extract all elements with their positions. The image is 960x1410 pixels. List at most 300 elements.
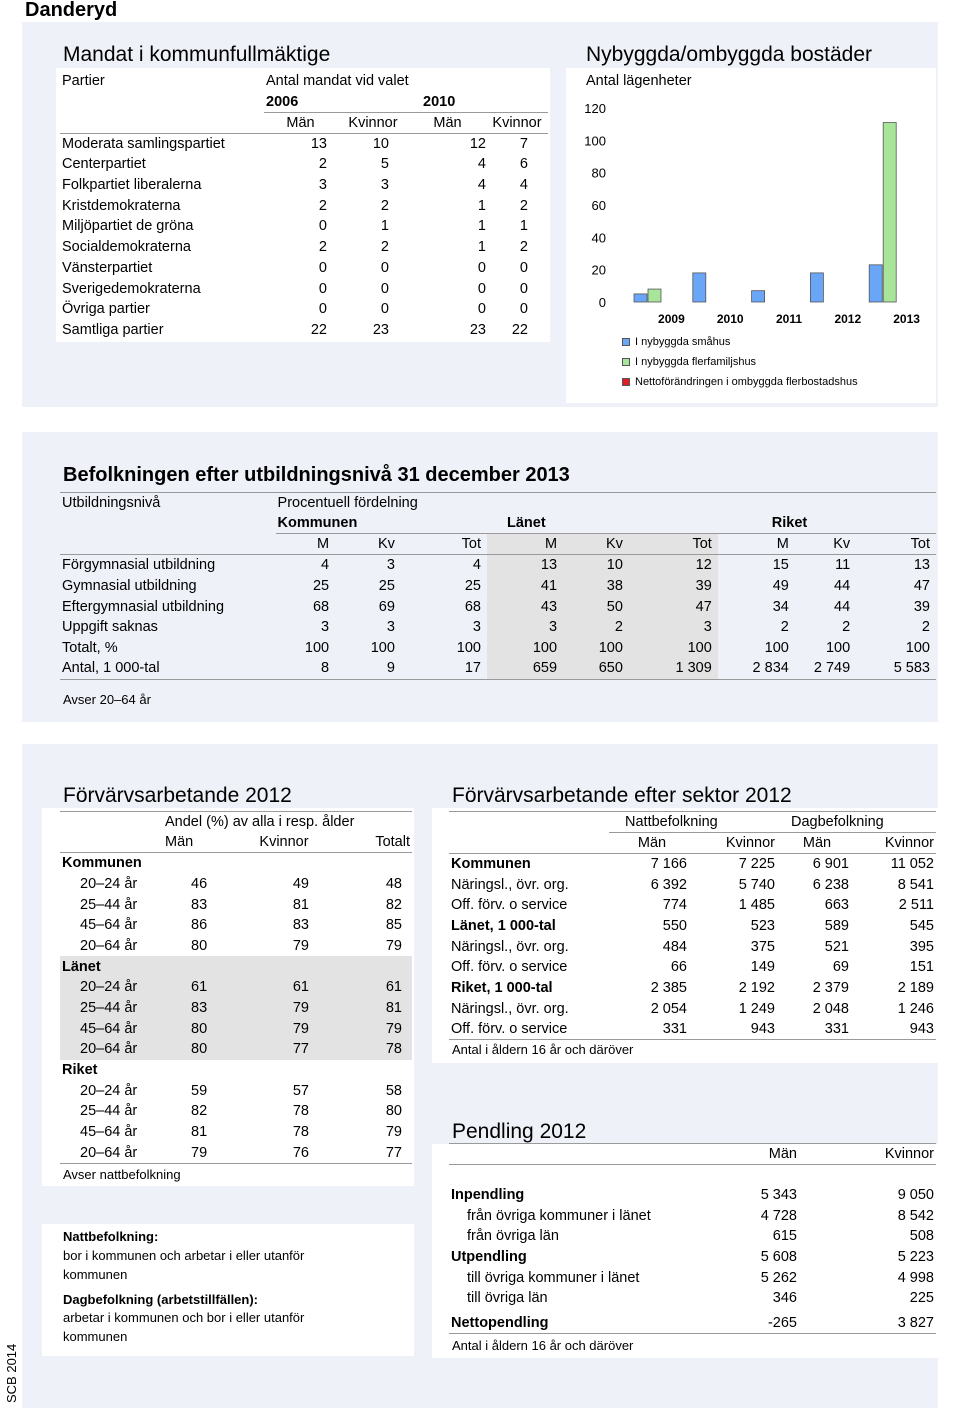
employ-value: 58 (385, 1082, 402, 1099)
seat-value: 0 (477, 301, 486, 318)
sector-value: 521 (824, 938, 849, 955)
age-label: 25–44 år (80, 1103, 138, 1120)
sub-header: Män (709, 1144, 799, 1165)
commute-value: 5 223 (897, 1248, 934, 1265)
group-row (60, 956, 412, 977)
sector-value: 2 048 (812, 1000, 849, 1017)
level-name: Uppgift saknas (62, 619, 158, 636)
seat-value: 0 (318, 218, 327, 235)
seat-value: 1 (477, 239, 486, 256)
party-name: Sverigedemokraterna (62, 280, 201, 297)
sector-value: 151 (909, 959, 934, 976)
table-row (60, 1101, 412, 1122)
sub-header: M (487, 534, 573, 555)
employ-value: 59 (191, 1082, 208, 1099)
night-text: kommunen (63, 1267, 128, 1282)
sector-name: Näringsl., övr. org. (451, 876, 569, 893)
seat-value: 22 (511, 321, 528, 338)
sub-header: Kvinnor (857, 833, 936, 854)
employ-value: 46 (191, 875, 208, 892)
table-row (449, 916, 936, 937)
seat-value: 0 (318, 301, 327, 318)
group-row (60, 1060, 412, 1081)
edu-value: 11 (835, 557, 851, 574)
edu-value: 2 834 (718, 658, 805, 679)
legend-item-small-houses: I nybyggda småhus (622, 336, 858, 348)
sector-name: Off. förv. o service (451, 959, 568, 976)
seat-value: 12 (469, 135, 486, 152)
sector-value: 550 (662, 917, 687, 934)
sector-name: Off. förv. o service (449, 1019, 609, 1040)
day-text: arbetar i kommunen och bor i eller utanför (63, 1310, 305, 1325)
edu-value: 100 (456, 639, 481, 656)
sector-value: 523 (750, 917, 775, 934)
employ-value: 80 (385, 1103, 402, 1120)
night-title: Nattbefolkning: (63, 1229, 159, 1244)
sector-value: 943 (857, 1019, 936, 1040)
sub-header: M (718, 534, 805, 555)
sector-value: 774 (662, 897, 687, 914)
seats-header: Antal mandat vid valet (266, 73, 409, 90)
edu-value: 2 (921, 619, 930, 636)
edu-value: 100 (573, 638, 639, 659)
level-name: Förgymnasial utbildning (62, 557, 216, 574)
table-row (449, 957, 936, 978)
commute-value: 3 827 (799, 1313, 936, 1334)
commute-value: 4 998 (897, 1269, 934, 1286)
table-row (60, 216, 548, 237)
seat-value: 4 (477, 156, 486, 173)
sub-header: Kv (573, 534, 639, 555)
seat-value: 23 (372, 321, 389, 338)
year-2010: 2010 (409, 92, 548, 113)
table-row (60, 658, 936, 679)
table-row (60, 299, 548, 320)
employ-table (60, 811, 412, 1164)
table-row (60, 195, 548, 216)
sub-header: Totalt (325, 832, 412, 853)
table-row (449, 1226, 936, 1247)
party-name: Socialdemokraterna (62, 239, 191, 256)
table-row (60, 555, 936, 576)
sub-header: Kvinnor (486, 112, 548, 133)
seat-value: 1 (477, 218, 486, 235)
sector-title: Förvärvsarbetande efter sektor 2012 (452, 784, 792, 807)
night-text: bor i kommunen och arbetar i eller utanför (63, 1248, 305, 1263)
edu-value: 39 (913, 598, 930, 615)
table-row (60, 596, 936, 617)
sector-value: 66 (670, 959, 687, 976)
commute-name: till övriga kommuner i länet (467, 1269, 640, 1286)
table-row (60, 617, 936, 638)
legend-item-net-change: Nettoförändringen i ombyggda flerbostadshus (622, 376, 858, 388)
y-tick-label: 0 (598, 295, 606, 310)
party-name: Samtliga partier (62, 321, 164, 338)
employ-value: 79 (385, 1124, 402, 1141)
sub-header: Män (609, 833, 695, 854)
edu-value: 8 (276, 658, 346, 679)
table-row (60, 894, 412, 915)
edu-value: 47 (639, 596, 718, 617)
edu-value: 25 (464, 577, 481, 594)
seat-value: 2 (318, 156, 327, 173)
seat-value: 0 (380, 301, 389, 318)
party-name: Folkpartiet liberalerna (62, 177, 202, 194)
table-row (449, 1313, 936, 1334)
table-row (60, 1080, 412, 1101)
sector-value: 149 (750, 959, 775, 976)
edu-table (60, 492, 936, 680)
level-name: Antal, 1 000-tal (60, 658, 276, 679)
commute-value: 508 (909, 1228, 934, 1245)
sector-value: 395 (909, 938, 934, 955)
age-label: 20–24 år (60, 977, 163, 998)
employ-value: 61 (243, 977, 325, 998)
employ-value: 83 (163, 998, 243, 1019)
sub-header: Män (777, 833, 857, 854)
table-row (60, 237, 548, 258)
bar (648, 289, 661, 302)
sub-header: Tot (411, 534, 487, 555)
edu-value: 47 (913, 577, 930, 594)
edu-value: 659 (487, 658, 573, 679)
seat-value: 0 (519, 280, 528, 297)
day-text: kommunen (63, 1329, 128, 1344)
seat-value: 7 (519, 135, 528, 152)
party-name: Övriga partier (62, 301, 150, 318)
group-name: Riket (62, 1062, 98, 1079)
edu-value: 17 (411, 658, 487, 679)
table-row (60, 175, 548, 196)
seat-value: 3 (318, 177, 327, 194)
footer-label: SCB 2014 (4, 1343, 19, 1403)
edu-value: 50 (573, 596, 639, 617)
sector-name: Näringsl., övr. org. (451, 1000, 569, 1017)
edu-value: 15 (772, 557, 789, 574)
seat-value: 1 (477, 197, 486, 214)
sector-value: 331 (777, 1019, 857, 1040)
sector-value: 545 (909, 917, 934, 934)
edu-value: 38 (573, 576, 639, 597)
year-2006: 2006 (264, 92, 409, 113)
group-riket: Riket (718, 513, 936, 534)
y-tick-label: 60 (591, 198, 606, 213)
sub-header: Män (163, 832, 243, 853)
edu-value: 100 (487, 638, 573, 659)
table-row (60, 258, 548, 279)
sector-value: 943 (695, 1019, 777, 1040)
y-tick-label: 80 (591, 165, 606, 181)
table-row (449, 1205, 936, 1226)
employ-value: 79 (243, 998, 325, 1019)
edu-value: 3 (472, 619, 481, 636)
edu-value: 44 (834, 598, 851, 615)
sector-name: Kommunen (451, 856, 531, 873)
sector-value: 6 238 (812, 876, 849, 893)
employ-value: 81 (325, 998, 412, 1019)
seat-value: 0 (380, 259, 389, 276)
edu-value: 13 (913, 557, 930, 574)
sub-header: Män (409, 112, 486, 133)
level-name: Totalt, % (62, 639, 118, 656)
table-row (449, 854, 936, 875)
bar (693, 273, 706, 302)
employ-title: Förvärvsarbetande 2012 (63, 784, 292, 807)
sector-value: 331 (609, 1019, 695, 1040)
group-kommunen: Kommunen (276, 513, 487, 534)
edu-value: 12 (639, 555, 718, 576)
employ-value: 61 (325, 977, 412, 998)
x-tick-label: 2011 (775, 312, 803, 326)
edu-value: 3 (386, 557, 395, 574)
edu-value: 41 (487, 576, 573, 597)
employ-value: 81 (191, 1124, 208, 1141)
group-row (60, 853, 412, 874)
party-header: Partier (62, 73, 105, 90)
seat-value: 2 (318, 197, 327, 214)
edu-value: 100 (370, 639, 395, 656)
sub-header: Kvinnor (695, 833, 777, 854)
employ-value: 80 (191, 937, 208, 954)
seat-value: 1 (380, 218, 389, 235)
chart-title: Nybyggda/ombyggda bostäder (586, 43, 873, 66)
table-row (60, 1018, 412, 1039)
commute-title: Pendling 2012 (452, 1120, 587, 1143)
employ-value: 80 (163, 1018, 243, 1039)
legend-swatch (622, 378, 630, 386)
table-row (60, 576, 936, 597)
day-title: Dagbefolkning (arbetstillfällen): (63, 1292, 259, 1307)
bar (752, 291, 765, 302)
commute-name: Nettopendling (449, 1313, 709, 1334)
table-row (60, 638, 936, 659)
table-row (449, 1019, 936, 1040)
seat-value: 22 (310, 321, 327, 338)
commute-value: 225 (909, 1290, 934, 1307)
table-row (60, 154, 548, 175)
seat-value: 0 (519, 301, 528, 318)
seat-value: 10 (372, 135, 389, 152)
seat-value: 2 (318, 239, 327, 256)
employ-value: 78 (325, 1039, 412, 1060)
party-name: Miljöpartiet de gröna (62, 218, 194, 235)
seat-value: 6 (519, 156, 528, 173)
dist-header: Procentuell fördelning (277, 495, 418, 512)
seat-value: 2 (380, 239, 389, 256)
level-name: Gymnasial utbildning (62, 577, 197, 594)
employ-value: 79 (385, 937, 402, 954)
table-row (60, 936, 412, 957)
commute-value: -265 (709, 1313, 799, 1334)
employ-value: 78 (292, 1103, 309, 1120)
employ-value: 76 (243, 1143, 325, 1164)
party-name: Moderata samlingspartiet (62, 135, 225, 152)
mandat-title: Mandat i kommunfullmäktige (63, 43, 331, 66)
employ-value: 83 (292, 917, 309, 934)
sector-value: 7 225 (738, 856, 775, 873)
table-row (60, 1143, 412, 1164)
table-row (449, 1185, 936, 1206)
employ-value: 79 (163, 1143, 243, 1164)
edu-value: 100 (825, 639, 851, 656)
sector-table (449, 811, 936, 1040)
party-name: Vänsterpartiet (62, 259, 153, 276)
edu-value: 100 (905, 639, 930, 656)
employ-value: 77 (325, 1143, 412, 1164)
sector-name: Off. förv. o service (451, 897, 568, 914)
sector-value: 11 052 (890, 856, 934, 873)
group-day: Dagbefolkning (777, 812, 936, 833)
employ-value: 57 (292, 1082, 309, 1099)
x-tick-label: 2013 (893, 312, 920, 326)
sub-header: Kv (345, 534, 411, 555)
bar (810, 273, 823, 302)
commute-value: 615 (772, 1228, 797, 1245)
seat-value: 2 (519, 197, 528, 214)
sector-value: 2 379 (812, 979, 849, 996)
sector-value: 2 189 (897, 979, 934, 996)
sector-value: 1 485 (738, 897, 775, 914)
employ-value: 85 (385, 917, 402, 934)
sector-name: Länet, 1 000-tal (451, 917, 556, 934)
sub-header: Män (264, 112, 337, 133)
sector-value: 8 541 (897, 876, 934, 893)
employ-value: 61 (163, 977, 243, 998)
seat-value: 0 (519, 259, 528, 276)
table-row (449, 874, 936, 895)
employ-value: 77 (243, 1039, 325, 1060)
sector-value: 6 901 (812, 856, 849, 873)
employ-value: 86 (191, 917, 208, 934)
legend-swatch (622, 338, 630, 346)
employ-value: 78 (292, 1124, 309, 1141)
edu-value: 3 (386, 619, 395, 636)
table-row (449, 1267, 936, 1288)
edu-value: 100 (304, 639, 330, 656)
sector-value: 2 192 (738, 979, 775, 996)
sector-note: Antal i åldern 16 år och däröver (452, 1042, 634, 1057)
sector-name: Riket, 1 000-tal (451, 979, 553, 996)
seat-value: 1 (519, 218, 528, 235)
party-name: Kristdemokraterna (62, 197, 181, 214)
table-row (449, 998, 936, 1019)
employ-value: 81 (292, 896, 309, 913)
table-row (60, 915, 412, 936)
table-row (449, 978, 936, 999)
edu-title: Befolkningen efter utbildningsnivå 31 december 2013 (63, 464, 570, 486)
y-tick-label: 120 (584, 101, 606, 116)
edu-value: 4 (321, 557, 330, 574)
share-header: Andel (%) av alla i resp. ålder (165, 814, 355, 831)
age-label: 20–64 år (60, 1039, 163, 1060)
age-label: 45–64 år (60, 1018, 163, 1039)
seat-value: 4 (519, 177, 528, 194)
seat-value: 2 (519, 239, 528, 256)
commute-name: Inpendling (451, 1186, 525, 1203)
group-name: Kommunen (62, 855, 142, 872)
age-label: 20–24 år (80, 875, 138, 892)
sub-header: Kvinnor (799, 1144, 936, 1165)
seat-value: 3 (380, 177, 389, 194)
sub-header: Kvinnor (337, 112, 409, 133)
commute-name: till övriga län (467, 1290, 548, 1307)
seat-value: 0 (318, 280, 327, 297)
mandat-table (60, 71, 548, 340)
commute-name: Utpendling (451, 1248, 527, 1265)
age-label: 20–24 år (80, 1082, 138, 1099)
seat-value: 5 (380, 156, 389, 173)
sector-value: 6 392 (650, 876, 687, 893)
commute-note: Antal i åldern 16 år och däröver (452, 1338, 634, 1353)
sector-value: 2 511 (898, 897, 934, 914)
seat-value: 4 (477, 177, 486, 194)
age-label: 25–44 år (60, 998, 163, 1019)
edu-value: 68 (312, 598, 330, 615)
commute-name: från övriga kommuner i länet (467, 1207, 651, 1224)
group-night: Nattbefolkning (609, 812, 777, 833)
table-row (449, 936, 936, 957)
seat-value: 0 (380, 280, 389, 297)
chart-ylabel: Antal lägenheter (586, 73, 692, 89)
seat-value: 2 (380, 197, 389, 214)
edu-value: 25 (378, 577, 395, 594)
table-row (60, 278, 548, 299)
edu-value: 2 (573, 617, 639, 638)
edu-value: 2 749 (805, 658, 866, 679)
commute-table (449, 1143, 936, 1334)
seat-value: 23 (469, 321, 486, 338)
edu-value: 68 (464, 598, 481, 615)
employ-value: 82 (385, 896, 402, 913)
page-title: Danderyd (25, 0, 118, 21)
group-name: Länet (60, 956, 412, 977)
employ-note: Avser nattbefolkning (63, 1167, 181, 1182)
legend-swatch (622, 358, 630, 366)
edu-value: 5 583 (866, 658, 936, 679)
table-row (449, 895, 936, 916)
chart-legend (622, 336, 858, 388)
sector-value: 663 (824, 897, 849, 914)
edu-value: 2 (842, 619, 851, 636)
edu-value: 69 (378, 598, 395, 615)
edu-value: 1 309 (639, 658, 718, 679)
edu-value: 4 (472, 557, 481, 574)
employ-value: 80 (163, 1039, 243, 1060)
employ-value: 79 (292, 937, 309, 954)
table-row (449, 1247, 936, 1268)
sector-value: 484 (662, 938, 687, 955)
commute-value: 5 608 (760, 1248, 797, 1265)
table-row (60, 320, 548, 341)
edu-value: 2 (780, 619, 789, 636)
employ-value: 82 (191, 1103, 208, 1120)
commute-value: 5 343 (760, 1186, 797, 1203)
sub-header: M (276, 534, 346, 555)
edu-value: 10 (573, 555, 639, 576)
age-label: 20–64 år (60, 1143, 163, 1164)
edu-value: 3 (487, 617, 573, 638)
x-tick-label: 2010 (716, 312, 744, 326)
edu-value: 34 (772, 598, 789, 615)
table-row (449, 1288, 936, 1309)
edu-value: 43 (487, 596, 573, 617)
seat-value: 13 (310, 135, 327, 152)
sector-value: 589 (824, 917, 849, 934)
commute-value: 9 050 (897, 1186, 934, 1203)
sector-value: 2 385 (650, 979, 687, 996)
group-lanet: Länet (487, 513, 718, 534)
table-row (60, 133, 548, 154)
